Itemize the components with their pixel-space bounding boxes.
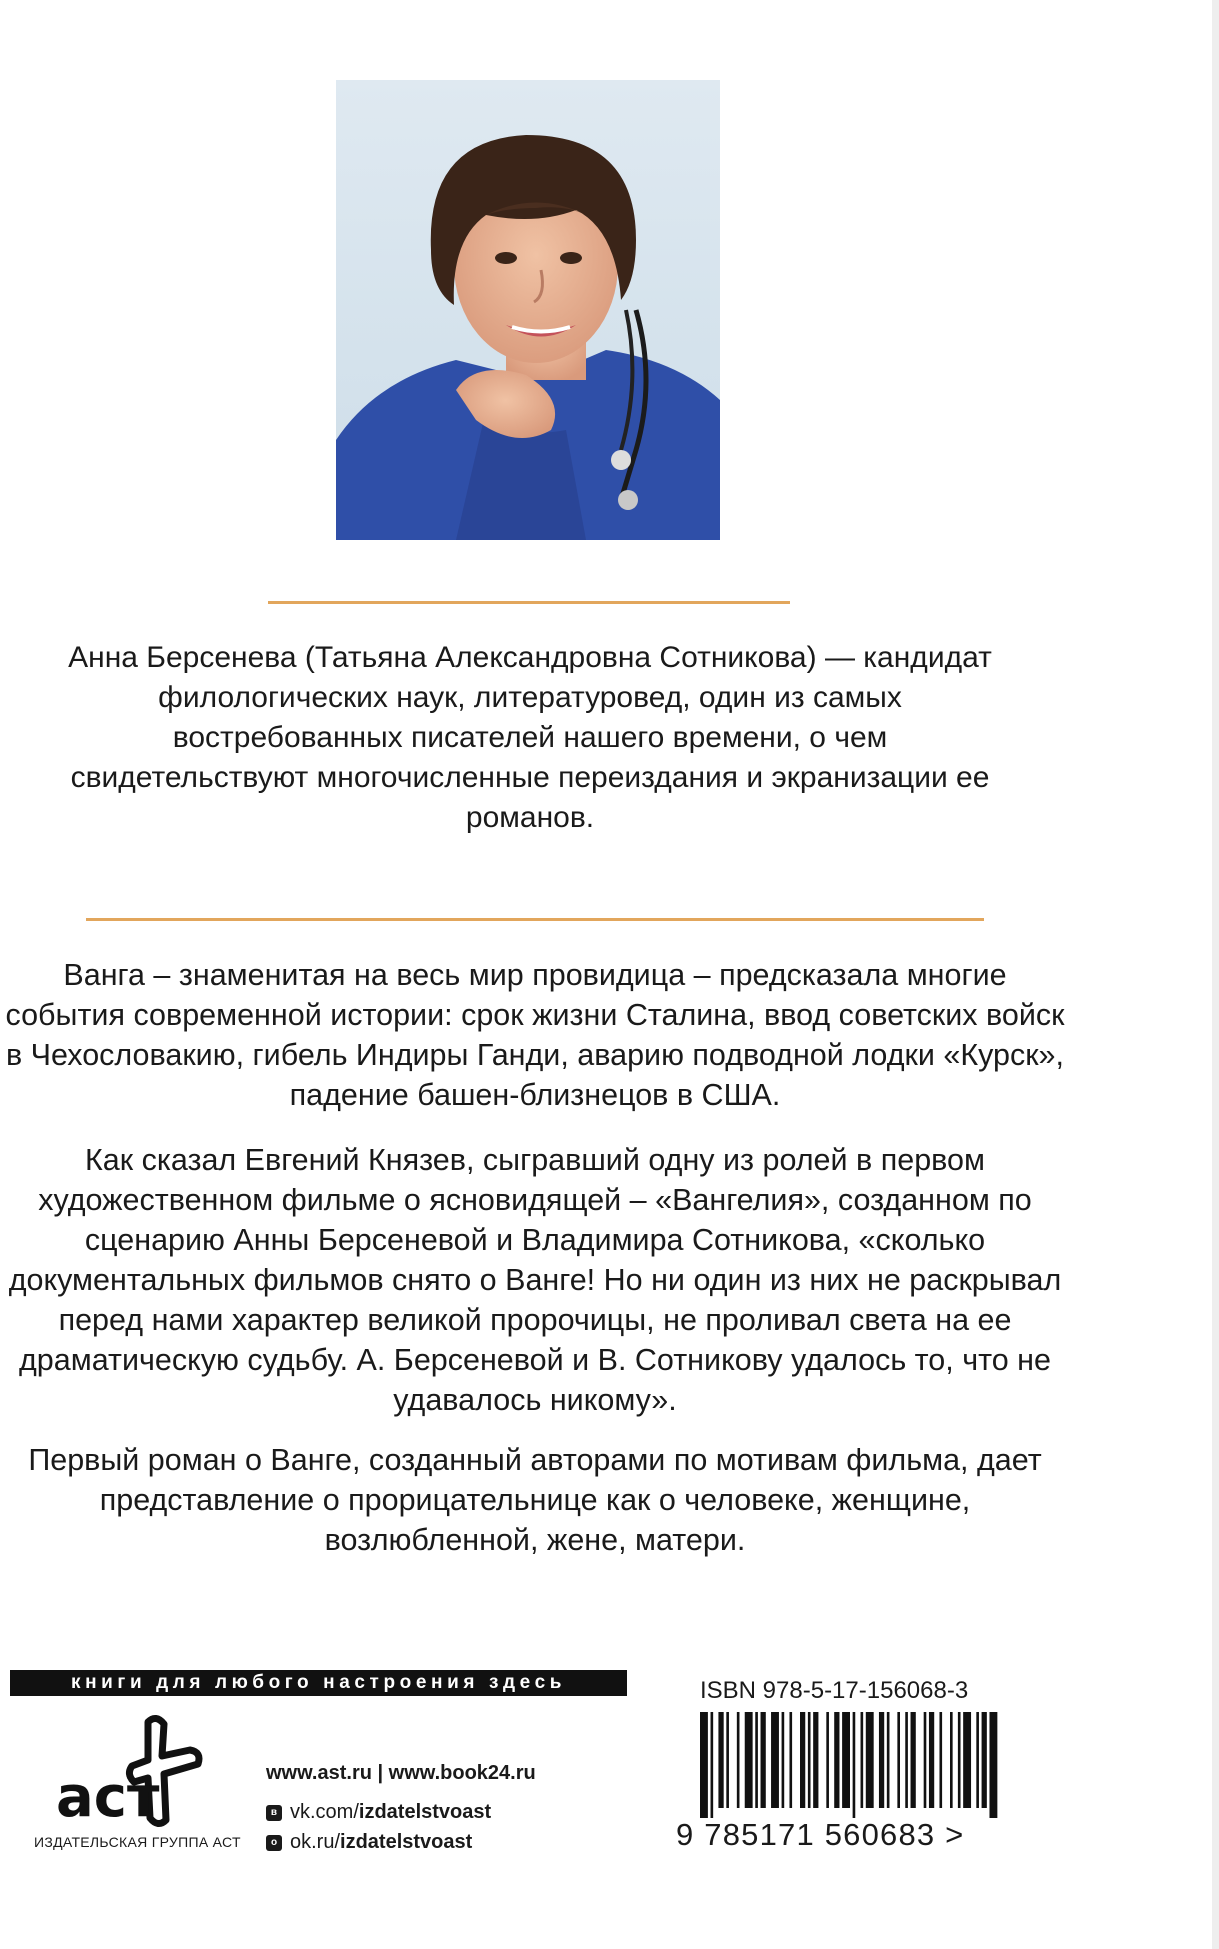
barcode-bar xyxy=(737,1712,740,1808)
barcode-bar xyxy=(782,1712,785,1808)
annotation-paragraph-2: Как сказал Евгений Князев, сыгравший одну из ролей в первом художественном фильме о ясновидящей – «Вангелия», созданном по сценарию Анны Берсеневой и Владимира Сотникова, «сколько документальных фильмов снято о Ванге! Но ни один из них не раскрывал перед нами характер великой пророчицы, не проливал света на ее драматическую судьбу. А. Берсеневой и В. Сотникову удалось то, что не удавалось никому». xyxy=(8,1143,1062,1417)
barcode-bar xyxy=(726,1712,729,1808)
barcode-bar xyxy=(958,1712,961,1808)
page-edge xyxy=(1212,0,1219,1949)
divider-top xyxy=(268,601,790,604)
barcode-bar xyxy=(950,1712,953,1808)
ok-handle: izdatelstvoast xyxy=(340,1831,473,1853)
vk-prefix: vk.com/ xyxy=(290,1801,359,1823)
barcode-bar xyxy=(976,1712,979,1808)
barcode-bar xyxy=(924,1712,927,1808)
ok-prefix: ok.ru/ xyxy=(290,1831,341,1853)
barcode-bar xyxy=(718,1712,723,1808)
barcode-bar xyxy=(813,1712,818,1808)
barcode-bar xyxy=(842,1712,850,1808)
ast-logo xyxy=(52,1712,212,1830)
vk-handle: izdatelstvoast xyxy=(358,1801,492,1823)
barcode-bar xyxy=(963,1712,971,1808)
website-links[interactable]: www.ast.ru | www.book24.ru xyxy=(266,1762,536,1784)
isbn-label: ISBN 978-5-17-156068-3 xyxy=(700,1677,969,1704)
barcode-bar xyxy=(834,1712,839,1808)
logo-text: acт xyxy=(56,1765,160,1830)
barcode-bar xyxy=(939,1712,942,1808)
barcode-bar xyxy=(911,1712,916,1808)
barcode-bar xyxy=(989,1712,997,1818)
barcode-bar xyxy=(800,1712,805,1808)
barcode-bar xyxy=(982,1712,987,1808)
vk-link[interactable] xyxy=(266,1801,491,1824)
ok-icon: о xyxy=(266,1835,282,1851)
barcode-bar xyxy=(929,1712,934,1808)
barcode-digits: 9 785171 560683 > xyxy=(676,1817,965,1852)
barcode-bar xyxy=(826,1712,829,1808)
barcode-bar xyxy=(771,1712,779,1808)
barcode-bar xyxy=(711,1712,714,1818)
barcode-bar xyxy=(853,1712,856,1818)
annotation-paragraph-3: Первый роман о Ванге, созданный авторами по мотивам фильма, дает представление о прорицательнице как о человеке, женщине, возлюбленной, жене, матери. xyxy=(28,1443,1042,1557)
barcode-bar xyxy=(808,1712,811,1808)
barcode-bar xyxy=(905,1712,908,1808)
barcode-bar xyxy=(866,1712,874,1808)
barcode-bar xyxy=(887,1712,890,1808)
vk-icon: в xyxy=(266,1805,282,1821)
barcode-bar xyxy=(879,1712,884,1808)
publisher-name: ИЗДАТЕЛЬСКАЯ ГРУППА АСТ xyxy=(34,1834,241,1850)
ok-link[interactable] xyxy=(266,1831,472,1854)
author-bio: Анна Берсенева (Татьяна Александровна Сотникова) — кандидат филологических наук, литературовед, один из самых востребованных писателей нашего времени, о чем свидетельствуют многочисленные переиздания и экранизации ее романов. xyxy=(68,641,992,834)
annotation-paragraph-1: Ванга – знаменитая на весь мир провидица – предсказала многие события современной истории: срок жизни Сталина, ввод советских войск в Чехословакию, гибель Индиры Ганди, аварию подводной лодки «Курск», падение башен-близнецов в США. xyxy=(5,958,1065,1112)
author-portrait xyxy=(336,80,720,540)
divider-bottom xyxy=(86,918,984,921)
barcode-bar xyxy=(700,1712,708,1818)
barcode xyxy=(700,1712,1000,1818)
barcode-bar xyxy=(789,1712,792,1808)
slogan-banner: книги для любого настроения здесь xyxy=(10,1670,627,1696)
barcode-bar xyxy=(897,1712,900,1808)
barcode-bar xyxy=(761,1712,766,1808)
barcode-bar xyxy=(755,1712,758,1808)
barcode-bar xyxy=(745,1712,753,1808)
barcode-bar xyxy=(861,1712,864,1808)
